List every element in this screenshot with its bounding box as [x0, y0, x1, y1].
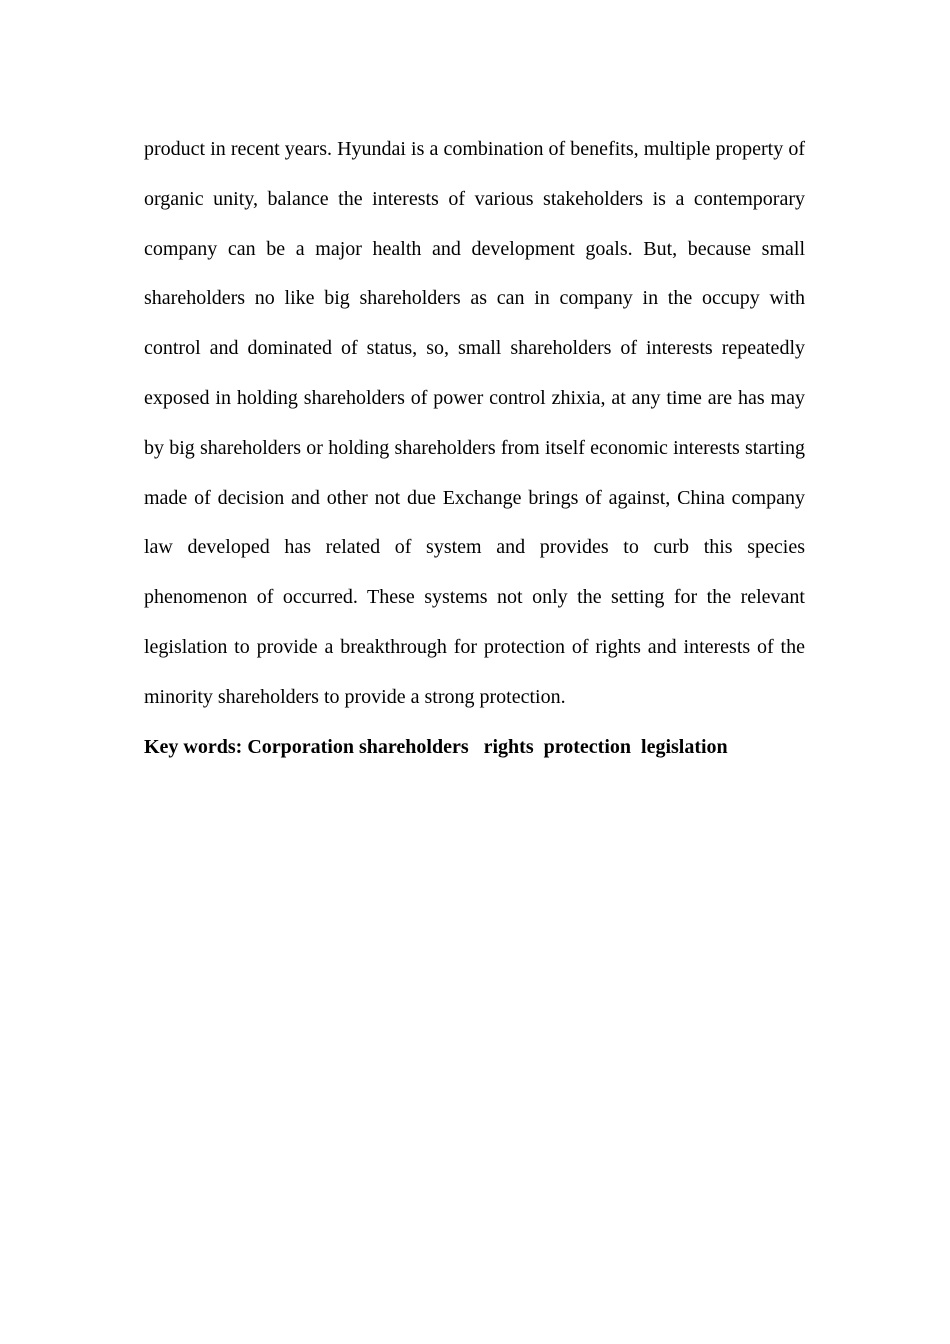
keywords-line: Key words: Corporation shareholders rights protection legislation	[144, 735, 728, 758]
abstract-paragraph: product in recent years. Hyundai is a combination of benefits, multiple property of organic unity, balance the interests of various stakeholders is a contemporary company can be a major health and development goals. But, because small shareholders no like big shareholders as can in company in the occupy with control and dominated of status, so, small shareholders of interests repeatedly exposed in holding shareholders of power control zhixia, at any time are has may by big shareholders or holding shareholders from itself economic interests starting made of decision and other not due Exchange brings of against, China company law developed has related of system and provides to curb this species phenomenon of occurred. These systems not only the setting for the relevant legislation to provide a breakthrough for protection of rights and interests of the minority shareholders to provide a strong protection.	[144, 138, 805, 708]
page-content	[144, 125, 805, 772]
